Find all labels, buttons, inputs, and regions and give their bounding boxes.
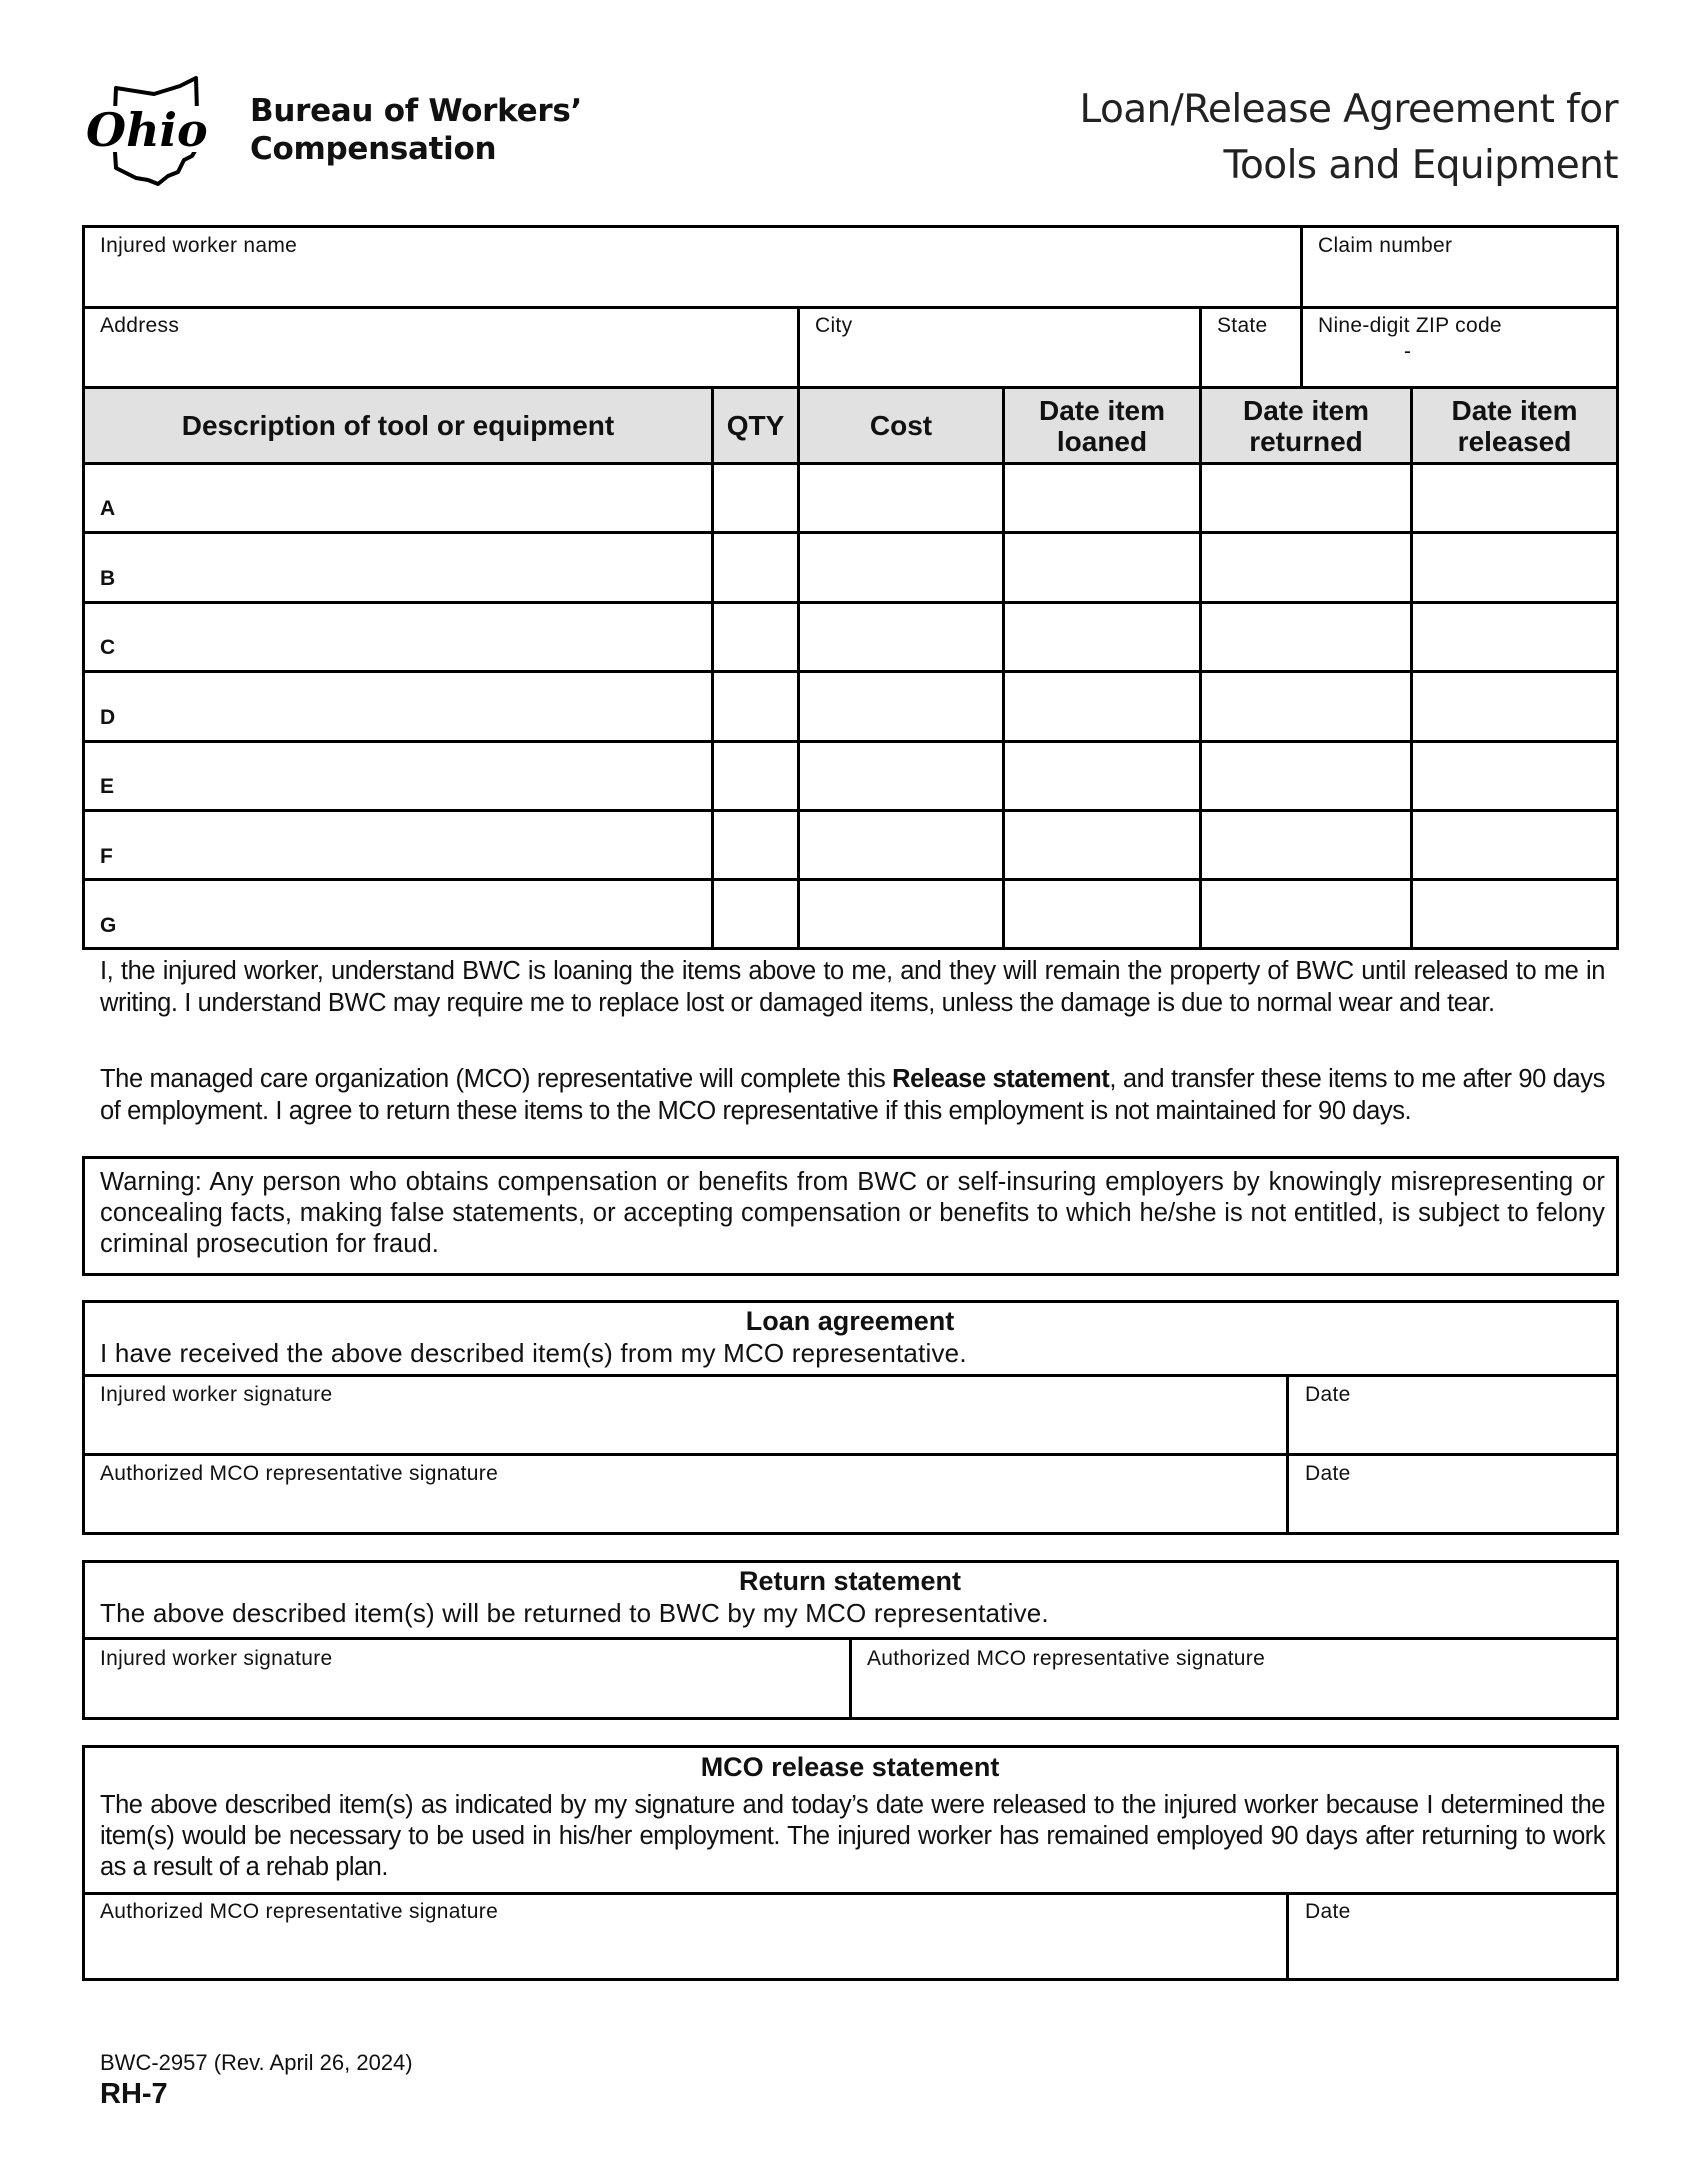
agency-name-line1: Bureau of Workers’ [250, 93, 582, 129]
state-input[interactable] [1213, 342, 1295, 380]
row-g-returned-input[interactable] [1205, 897, 1407, 937]
row-e-returned-input[interactable] [1205, 759, 1407, 799]
row-g-loaned-input[interactable] [1008, 897, 1196, 937]
zip-code-input[interactable] [1316, 342, 1611, 380]
row-letter-g: G [100, 914, 117, 937]
claim-number-label: Claim number [1318, 234, 1453, 257]
agency-name-line2: Compensation [250, 131, 497, 167]
document-title [1080, 82, 1618, 194]
fraud-warning-text: Warning: Any person who obtains compensation or benefits from BWC or self-insuring employers by knowingly misrepresenting or concealing facts, making false statements, or accepting compensation or benefits to which he/she is not entitled, is subject to felony criminal prosecution for fraud. [100, 1168, 1605, 1258]
release-mco-signature-field[interactable] [98, 1928, 1280, 1972]
row-letter-a: A [100, 497, 116, 520]
row-f-cost-input[interactable] [803, 828, 999, 868]
divider [1286, 1374, 1289, 1535]
column-header-date-loaned-line1: Date item [1038, 394, 1166, 426]
row-b-returned-input[interactable] [1205, 550, 1407, 590]
return-statement-text: The above described item(s) will be returned to BWC by my MCO representative. [100, 1598, 1049, 1628]
row-d-returned-input[interactable] [1205, 689, 1407, 729]
row-letter-c: C [100, 636, 116, 659]
row-b-released-input[interactable] [1416, 550, 1613, 590]
divider [82, 670, 1619, 673]
row-a-qty-input[interactable] [717, 481, 794, 521]
column-header-date-loaned-line2: loaned [1056, 425, 1148, 457]
row-c-qty-input[interactable] [717, 620, 794, 660]
return-mco-signature-field[interactable] [865, 1674, 1611, 1712]
mco-release-text: The above described item(s) as indicated by my signature and today’s date were released to the injured worker because I determined the item(s) would be necessary to be used in his/her employment. The injured worker has remained employed 90 days after returning to work as a result of a rehab plan. [100, 1791, 1605, 1881]
row-b-description-input[interactable] [130, 550, 705, 590]
row-e-cost-input[interactable] [803, 759, 999, 799]
row-f-released-input[interactable] [1416, 828, 1613, 868]
return-worker-signature-field[interactable] [98, 1674, 843, 1712]
loan-mco-signature-field[interactable] [98, 1489, 1280, 1527]
agency-name [250, 92, 582, 168]
mco-transfer-text-end: , and transfer these items to me after 90 days of employment. I agree to return these items to the MCO representative if this employment is not maintained for 90 days. [100, 1065, 1605, 1125]
column-header-date-released-line2: released [1457, 425, 1572, 457]
ohio-logo [84, 76, 234, 191]
city-input[interactable] [813, 342, 1193, 380]
divider [82, 809, 1619, 812]
divider [711, 386, 714, 948]
divider [82, 1453, 1619, 1456]
row-a-description-input[interactable] [130, 481, 705, 521]
divider [797, 306, 800, 388]
row-b-loaned-input[interactable] [1008, 550, 1196, 590]
row-c-cost-input[interactable] [803, 620, 999, 660]
loan-worker-signature-field[interactable] [98, 1410, 1280, 1448]
release-date-field[interactable] [1303, 1928, 1611, 1972]
row-d-loaned-input[interactable] [1008, 689, 1196, 729]
divider [82, 601, 1619, 604]
divider [1199, 386, 1202, 948]
form-code: RH-7 [100, 2078, 168, 2110]
mco-transfer-statement [100, 1064, 1605, 1127]
loan-mco-signature-label: Authorized MCO representative signature [100, 1462, 499, 1485]
row-a-cost-input[interactable] [803, 481, 999, 521]
column-header-date-returned-line1: Date item [1242, 394, 1370, 426]
row-e-description-input[interactable] [130, 759, 705, 799]
row-f-returned-input[interactable] [1205, 828, 1407, 868]
divider [82, 1892, 1619, 1895]
column-header-cost: Cost [869, 410, 933, 441]
row-c-loaned-input[interactable] [1008, 620, 1196, 660]
row-e-released-input[interactable] [1416, 759, 1613, 799]
address-input[interactable] [98, 342, 790, 380]
row-d-qty-input[interactable] [717, 689, 794, 729]
mco-release-title: MCO release statement [700, 1752, 1000, 1782]
row-g-description-input[interactable] [130, 897, 705, 937]
column-header-date-returned-line2: returned [1249, 425, 1363, 457]
row-a-loaned-input[interactable] [1008, 481, 1196, 521]
row-letter-f: F [100, 845, 113, 868]
row-d-released-input[interactable] [1416, 689, 1613, 729]
claim-number-input[interactable] [1316, 262, 1611, 300]
row-g-released-input[interactable] [1416, 897, 1613, 937]
column-header-description: Description of tool or equipment [181, 410, 615, 441]
divider [1199, 306, 1202, 388]
divider [82, 878, 1619, 881]
column-header-date-returned [1202, 389, 1410, 462]
row-e-loaned-input[interactable] [1008, 759, 1196, 799]
loan-mco-date-field[interactable] [1303, 1489, 1611, 1527]
divider [1002, 386, 1005, 948]
column-header-date-loaned [1005, 389, 1199, 462]
row-f-description-input[interactable] [130, 828, 705, 868]
divider [82, 462, 1619, 465]
row-d-cost-input[interactable] [803, 689, 999, 729]
state-label: State [1217, 314, 1268, 337]
row-a-returned-input[interactable] [1205, 481, 1407, 521]
column-header-date-released [1413, 389, 1616, 462]
document-title-line1: Loan/Release Agreement for [1079, 87, 1618, 132]
release-mco-signature-label: Authorized MCO representative signature [100, 1900, 499, 1923]
mco-transfer-text-start: The managed care organization (MCO) representative will complete this [100, 1065, 893, 1093]
city-label: City [815, 314, 853, 337]
row-a-released-input[interactable] [1416, 481, 1613, 521]
injured-worker-name-label: Injured worker name [100, 234, 298, 257]
injured-worker-name-input[interactable] [98, 262, 1293, 300]
divider [82, 531, 1619, 534]
loan-worker-signature-label: Injured worker signature [100, 1383, 333, 1406]
column-header-qty: QTY [726, 410, 785, 441]
row-b-qty-input[interactable] [717, 550, 794, 590]
row-b-cost-input[interactable] [803, 550, 999, 590]
row-f-loaned-input[interactable] [1008, 828, 1196, 868]
divider [1286, 1892, 1289, 1981]
return-worker-signature-label: Injured worker signature [100, 1647, 333, 1670]
understanding-statement: I, the injured worker, understand BWC is loaning the items above to me, and they will remain the property of BWC until released to me in writing. I understand BWC may require me to replace lost or damaged items, unless the damage is due to normal wear and tear. [100, 957, 1605, 1017]
row-letter-b: B [100, 567, 116, 590]
divider [82, 1374, 1619, 1377]
divider [82, 306, 1619, 309]
release-date-label: Date [1305, 1900, 1351, 1923]
loan-agreement-text: I have received the above described item(s) from my MCO representative. [100, 1338, 967, 1368]
row-c-returned-input[interactable] [1205, 620, 1407, 660]
divider [1300, 225, 1303, 388]
loan-agreement-title: Loan agreement [745, 1306, 955, 1336]
return-statement-title: Return statement [738, 1566, 962, 1596]
return-mco-signature-label: Authorized MCO representative signature [867, 1647, 1266, 1670]
divider [797, 386, 800, 948]
row-g-cost-input[interactable] [803, 897, 999, 937]
row-letter-e: E [100, 775, 115, 798]
svg-text:Ohio: Ohio [86, 103, 208, 157]
divider [82, 740, 1619, 743]
ohio-state-outline-icon [84, 76, 234, 191]
row-letter-d: D [100, 706, 116, 729]
loan-mco-date-label: Date [1305, 1462, 1351, 1485]
row-c-released-input[interactable] [1416, 620, 1613, 660]
column-header-date-released-line1: Date item [1451, 394, 1578, 426]
row-d-description-input[interactable] [130, 689, 705, 729]
loan-worker-date-label: Date [1305, 1383, 1351, 1406]
row-c-description-input[interactable] [130, 620, 705, 660]
document-title-line2: Tools and Equipment [1223, 143, 1618, 188]
row-f-qty-input[interactable] [717, 828, 794, 868]
divider [1410, 386, 1413, 948]
zip-separator: - [1404, 340, 1412, 363]
address-label: Address [100, 314, 180, 337]
loan-worker-date-field[interactable] [1303, 1410, 1611, 1448]
form-number: BWC-2957 (Rev. April 26, 2024) [100, 2050, 413, 2075]
zip-code-label: Nine-digit ZIP code [1318, 314, 1502, 337]
divider [849, 1637, 852, 1720]
release-statement-emphasis: Release statement [892, 1065, 1110, 1093]
row-e-qty-input[interactable] [717, 759, 794, 799]
row-g-qty-input[interactable] [717, 897, 794, 937]
